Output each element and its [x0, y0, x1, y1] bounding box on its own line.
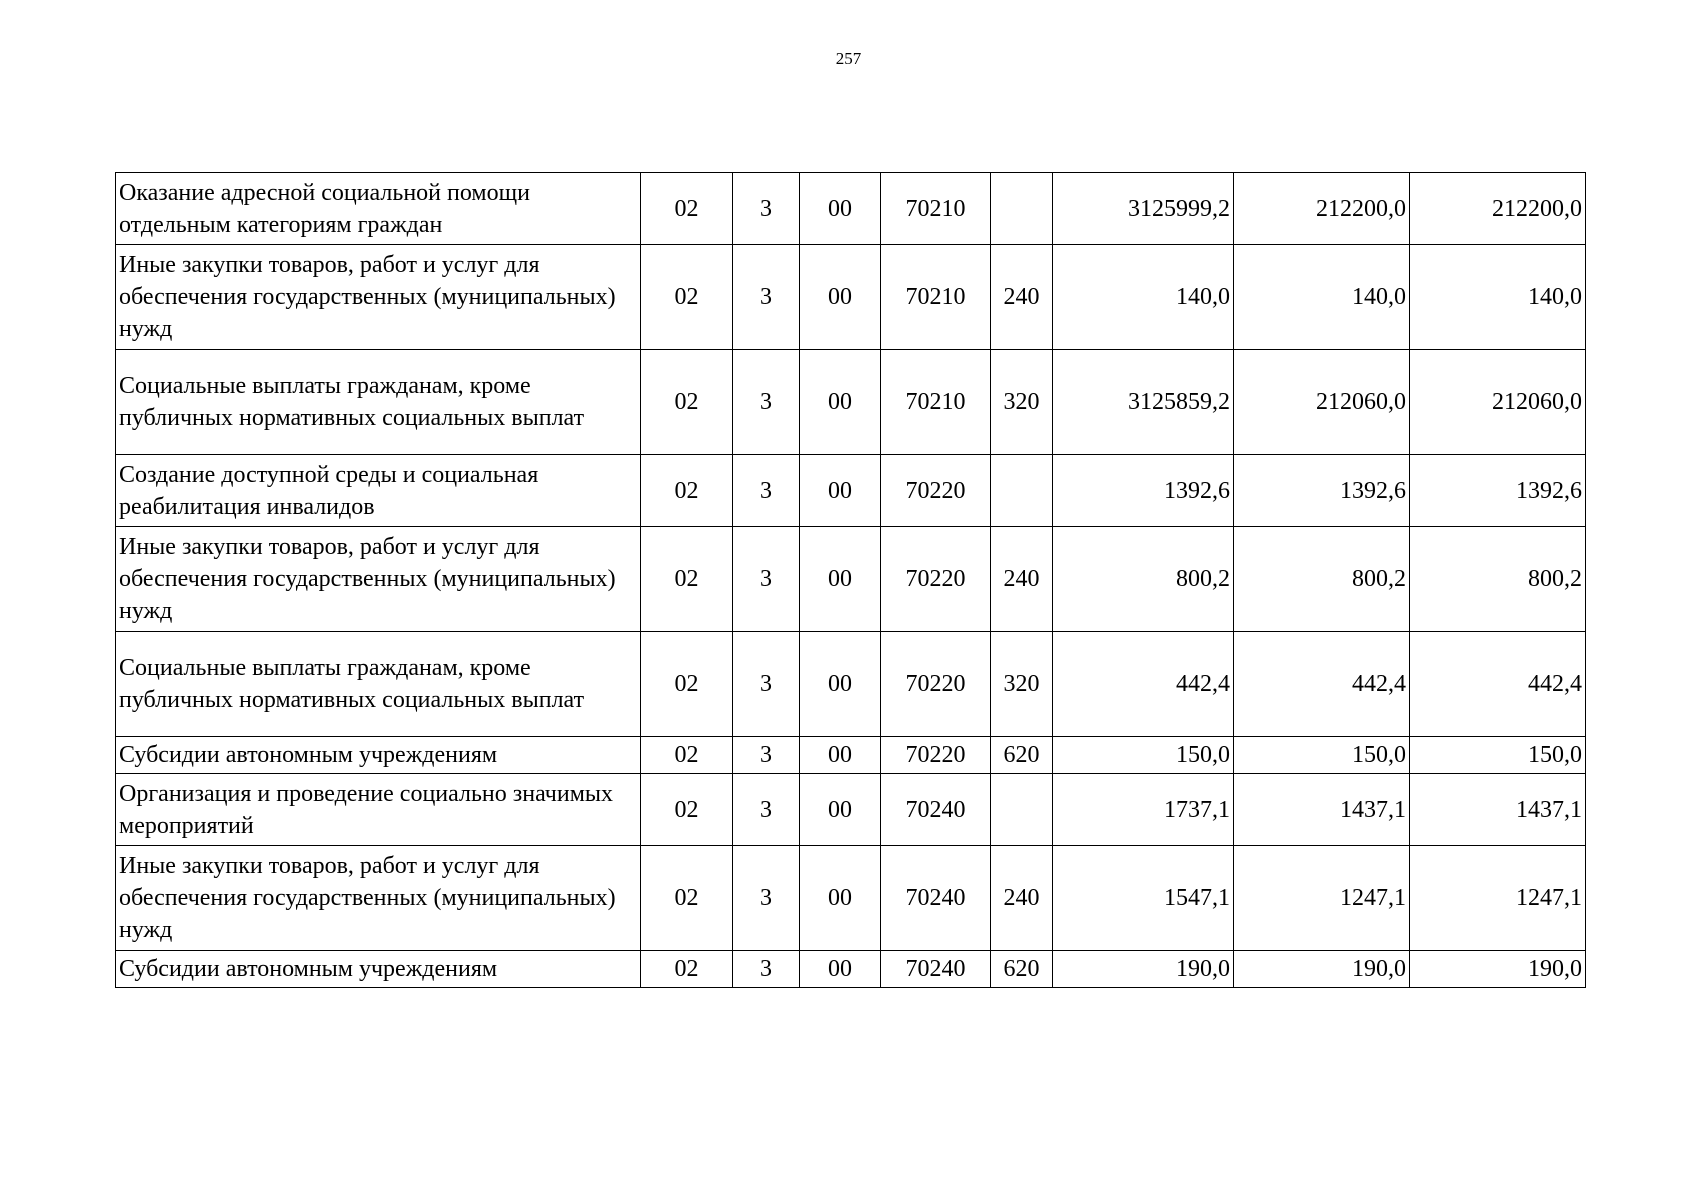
code-program: 3: [733, 632, 800, 737]
code-program: 3: [733, 173, 800, 245]
table-row: [116, 245, 1586, 350]
amount-3: 150,0: [1410, 737, 1586, 774]
amount-3: 1437,1: [1410, 774, 1586, 846]
row-name: Создание доступной среды и социальная реабилитация инвалидов: [116, 455, 641, 527]
code-expense-type: [991, 774, 1053, 846]
code-subprogram: 00: [800, 951, 881, 988]
row-name: Социальные выплаты гражданам, кроме публичных нормативных социальных выплат: [116, 632, 641, 737]
amount-1: 1737,1: [1053, 774, 1234, 846]
code-direction: 70240: [881, 774, 991, 846]
amount-1: 1547,1: [1053, 846, 1234, 951]
row-name: Иные закупки товаров, работ и услуг для обеспечения государственных (муниципальных) нужд: [116, 245, 641, 350]
amount-1: 3125999,2: [1053, 173, 1234, 245]
code-section: 02: [641, 737, 733, 774]
code-section: 02: [641, 951, 733, 988]
amount-3: 140,0: [1410, 245, 1586, 350]
code-subprogram: 00: [800, 774, 881, 846]
amount-1: 800,2: [1053, 527, 1234, 632]
code-subprogram: 00: [800, 350, 881, 455]
amount-1: 1392,6: [1053, 455, 1234, 527]
page-number: 257: [835, 49, 862, 68]
row-name: Иные закупки товаров, работ и услуг для обеспечения государственных (муниципальных) нужд: [116, 846, 641, 951]
amount-3: 212060,0: [1410, 350, 1586, 455]
code-expense-type: 620: [991, 737, 1053, 774]
table-row: [116, 951, 1586, 988]
code-expense-type: 240: [991, 527, 1053, 632]
amount-2: 150,0: [1234, 737, 1410, 774]
code-program: 3: [733, 527, 800, 632]
code-subprogram: 00: [800, 245, 881, 350]
code-subprogram: 00: [800, 632, 881, 737]
table-row: [116, 350, 1586, 455]
code-program: 3: [733, 455, 800, 527]
amount-2: 190,0: [1234, 951, 1410, 988]
amount-1: 3125859,2: [1053, 350, 1234, 455]
amount-1: 442,4: [1053, 632, 1234, 737]
code-section: 02: [641, 245, 733, 350]
code-section: 02: [641, 774, 733, 846]
amount-3: 800,2: [1410, 527, 1586, 632]
code-subprogram: 00: [800, 527, 881, 632]
amount-3: 190,0: [1410, 951, 1586, 988]
amount-2: 212200,0: [1234, 173, 1410, 245]
code-program: 3: [733, 245, 800, 350]
code-expense-type: 620: [991, 951, 1053, 988]
code-section: 02: [641, 173, 733, 245]
budget-table: [115, 172, 1586, 988]
table-row: [116, 173, 1586, 245]
code-program: 3: [733, 350, 800, 455]
amount-1: 140,0: [1053, 245, 1234, 350]
amount-3: 1247,1: [1410, 846, 1586, 951]
code-direction: 70240: [881, 951, 991, 988]
row-name: Социальные выплаты гражданам, кроме публичных нормативных социальных выплат: [116, 350, 641, 455]
code-program: 3: [733, 774, 800, 846]
code-subprogram: 00: [800, 846, 881, 951]
code-expense-type: [991, 173, 1053, 245]
amount-2: 1392,6: [1234, 455, 1410, 527]
amount-2: 442,4: [1234, 632, 1410, 737]
code-subprogram: 00: [800, 173, 881, 245]
amount-2: 212060,0: [1234, 350, 1410, 455]
code-program: 3: [733, 951, 800, 988]
amount-2: 1437,1: [1234, 774, 1410, 846]
row-name: Иные закупки товаров, работ и услуг для обеспечения государственных (муниципальных) нужд: [116, 527, 641, 632]
code-section: 02: [641, 455, 733, 527]
table-row: [116, 774, 1586, 846]
amount-1: 190,0: [1053, 951, 1234, 988]
row-name: Оказание адресной социальной помощи отдельным категориям граждан: [116, 173, 641, 245]
code-subprogram: 00: [800, 737, 881, 774]
amount-1: 150,0: [1053, 737, 1234, 774]
table-row: [116, 846, 1586, 951]
code-expense-type: 320: [991, 632, 1053, 737]
amount-2: 1247,1: [1234, 846, 1410, 951]
code-section: 02: [641, 350, 733, 455]
row-name: Субсидии автономным учреждениям: [116, 951, 641, 988]
amount-3: 212200,0: [1410, 173, 1586, 245]
code-direction: 70210: [881, 350, 991, 455]
row-name: Субсидии автономным учреждениям: [116, 737, 641, 774]
code-direction: 70220: [881, 632, 991, 737]
table-row: [116, 527, 1586, 632]
code-direction: 70240: [881, 846, 991, 951]
code-section: 02: [641, 632, 733, 737]
amount-2: 140,0: [1234, 245, 1410, 350]
code-expense-type: [991, 455, 1053, 527]
code-expense-type: 320: [991, 350, 1053, 455]
code-expense-type: 240: [991, 245, 1053, 350]
code-section: 02: [641, 846, 733, 951]
table-row: [116, 455, 1586, 527]
code-direction: 70220: [881, 527, 991, 632]
amount-3: 442,4: [1410, 632, 1586, 737]
code-direction: 70220: [881, 737, 991, 774]
amount-3: 1392,6: [1410, 455, 1586, 527]
amount-2: 800,2: [1234, 527, 1410, 632]
row-name: Организация и проведение социально значимых мероприятий: [116, 774, 641, 846]
code-program: 3: [733, 846, 800, 951]
code-direction: 70210: [881, 245, 991, 350]
code-direction: 70210: [881, 173, 991, 245]
code-program: 3: [733, 737, 800, 774]
code-subprogram: 00: [800, 455, 881, 527]
code-section: 02: [641, 527, 733, 632]
table-row: [116, 632, 1586, 737]
code-expense-type: 240: [991, 846, 1053, 951]
table-row: [116, 737, 1586, 774]
code-direction: 70220: [881, 455, 991, 527]
